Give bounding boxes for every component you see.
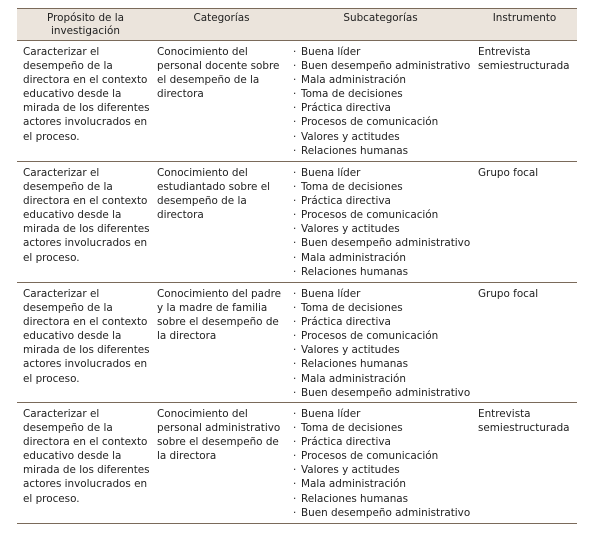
bullet-icon: · — [293, 316, 297, 329]
subcategory-item: · Relaciones humanas — [293, 358, 409, 371]
subcategory-item: · Relaciones humanas — [293, 492, 409, 505]
subcategory-item: · Toma de decisiones — [293, 422, 403, 435]
cell-subcategorias — [289, 283, 472, 403]
subcategory-item: · Toma de decisiones — [293, 88, 403, 101]
subcategory-item: · Relaciones humanas — [293, 265, 409, 278]
bullet-icon: · — [293, 506, 297, 519]
bullet-icon: · — [293, 251, 297, 264]
bullet-icon: · — [293, 223, 297, 236]
subcategory-list — [293, 45, 471, 158]
subcategory-item: · Buena líder — [293, 46, 361, 58]
bullet-icon: · — [293, 144, 297, 157]
table-row — [17, 162, 577, 283]
cell-proposito: Caracterizar el desempeño de la directora en el contexto educativo desde la mirada de los diferentes actores involucrados en el proceso. — [17, 41, 154, 162]
subcategory-item: · Mala administración — [293, 372, 407, 385]
bullet-icon: · — [293, 102, 297, 115]
bullet-icon: · — [293, 167, 297, 179]
bullet-icon: · — [293, 302, 297, 315]
bullet-icon: · — [293, 422, 297, 435]
bullet-icon: · — [293, 88, 297, 101]
bullet-icon: · — [293, 288, 297, 300]
bullet-icon: · — [293, 386, 297, 399]
bullet-icon: · — [293, 181, 297, 194]
bullet-icon: · — [293, 478, 297, 491]
subcategory-item: · Toma de decisiones — [293, 302, 403, 315]
cell-categoria: Conocimiento del padre y la madre de familia sobre el desempeño de la directora — [154, 283, 289, 403]
bullet-icon: · — [293, 408, 297, 420]
subcategory-item: · Valores y actitudes — [293, 464, 400, 477]
bullet-icon: · — [293, 46, 297, 58]
cell-categoria: Conocimiento del estudiantado sobre el desempeño de la directora — [154, 162, 289, 283]
subcategory-list — [293, 407, 471, 520]
subcategory-item: · Práctica directiva — [293, 436, 391, 449]
cell-proposito: Caracterizar el desempeño de la directora en el contexto educativo desde la mirada de los diferentes actores involucrados en el proceso. — [17, 283, 154, 403]
subcategory-item: · Buena líder — [293, 167, 361, 179]
bullet-icon: · — [293, 492, 297, 505]
subcategory-item: · Buen desempeño administrativo — [293, 506, 471, 519]
bullet-icon: · — [293, 344, 297, 357]
bullet-icon: · — [293, 209, 297, 222]
bullet-icon: · — [293, 74, 297, 87]
cell-categoria: Conocimiento del personal docente sobre el desempeño de la directora — [154, 41, 289, 162]
subcategory-item: · Valores y actitudes — [293, 130, 400, 143]
bullet-icon: · — [293, 116, 297, 129]
bullet-icon: · — [293, 237, 297, 250]
subcategory-item: · Procesos de comunicación — [293, 450, 439, 463]
subcategory-item: · Buen desempeño administrativo — [293, 60, 471, 73]
bullet-icon: · — [293, 195, 297, 208]
cell-subcategorias — [289, 162, 472, 283]
subcategory-item: · Procesos de comunicación — [293, 209, 439, 222]
bullet-icon: · — [293, 450, 297, 463]
cell-instrumento: Grupo focal — [472, 162, 577, 283]
table-header-row — [17, 9, 577, 41]
cell-instrumento: Entrevista semiestructurada — [472, 41, 577, 162]
research-design-table — [17, 8, 577, 524]
bullet-icon: · — [293, 330, 297, 343]
cell-instrumento: Grupo focal — [472, 283, 577, 403]
cell-categoria: Conocimiento del personal administrativo sobre el desempeño de la directora — [154, 403, 289, 524]
subcategory-item: · Práctica directiva — [293, 316, 391, 329]
bullet-icon: · — [293, 372, 297, 385]
cell-instrumento: Entrevista semiestructurada — [472, 403, 577, 524]
bullet-icon: · — [293, 436, 297, 449]
subcategory-item: · Mala administración — [293, 74, 407, 87]
header-subcategorias: Subcategorías — [289, 9, 472, 41]
subcategory-item: · Valores y actitudes — [293, 223, 400, 236]
subcategory-item: · Buen desempeño administrativo — [293, 237, 471, 250]
subcategory-item: · Procesos de comunicación — [293, 116, 439, 129]
bullet-icon: · — [293, 464, 297, 477]
header-categorias: Categorías — [154, 9, 289, 41]
subcategory-list — [293, 287, 471, 400]
cell-subcategorias — [289, 41, 472, 162]
subcategory-item: · Procesos de comunicación — [293, 330, 439, 343]
subcategory-item: · Valores y actitudes — [293, 344, 400, 357]
cell-subcategorias — [289, 403, 472, 524]
subcategory-list — [293, 166, 471, 279]
subcategory-item: · Toma de decisiones — [293, 181, 403, 194]
cell-proposito: Caracterizar el desempeño de la directora en el contexto educativo desde la mirada de los diferentes actores involucrados en el proceso. — [17, 162, 154, 283]
subcategory-item: · Buen desempeño administrativo — [293, 386, 471, 399]
header-proposito: Propósito de la investigación — [17, 9, 154, 41]
bullet-icon: · — [293, 60, 297, 73]
subcategory-item: · Buena líder — [293, 408, 361, 420]
bullet-icon: · — [293, 130, 297, 143]
table-row — [17, 283, 577, 403]
subcategory-item: · Práctica directiva — [293, 195, 391, 208]
subcategory-item: · Mala administración — [293, 251, 407, 264]
subcategory-item: · Mala administración — [293, 478, 407, 491]
subcategory-item: · Relaciones humanas — [293, 144, 409, 157]
subcategory-item: · Buena líder — [293, 288, 361, 300]
header-instrumento: Instrumento — [472, 9, 577, 41]
table-row — [17, 403, 577, 524]
table-row — [17, 41, 577, 162]
subcategory-item: · Práctica directiva — [293, 102, 391, 115]
bullet-icon: · — [293, 265, 297, 278]
bullet-icon: · — [293, 358, 297, 371]
cell-proposito: Caracterizar el desempeño de la directora en el contexto educativo desde la mirada de los diferentes actores involucrados en el proceso. — [17, 403, 154, 524]
